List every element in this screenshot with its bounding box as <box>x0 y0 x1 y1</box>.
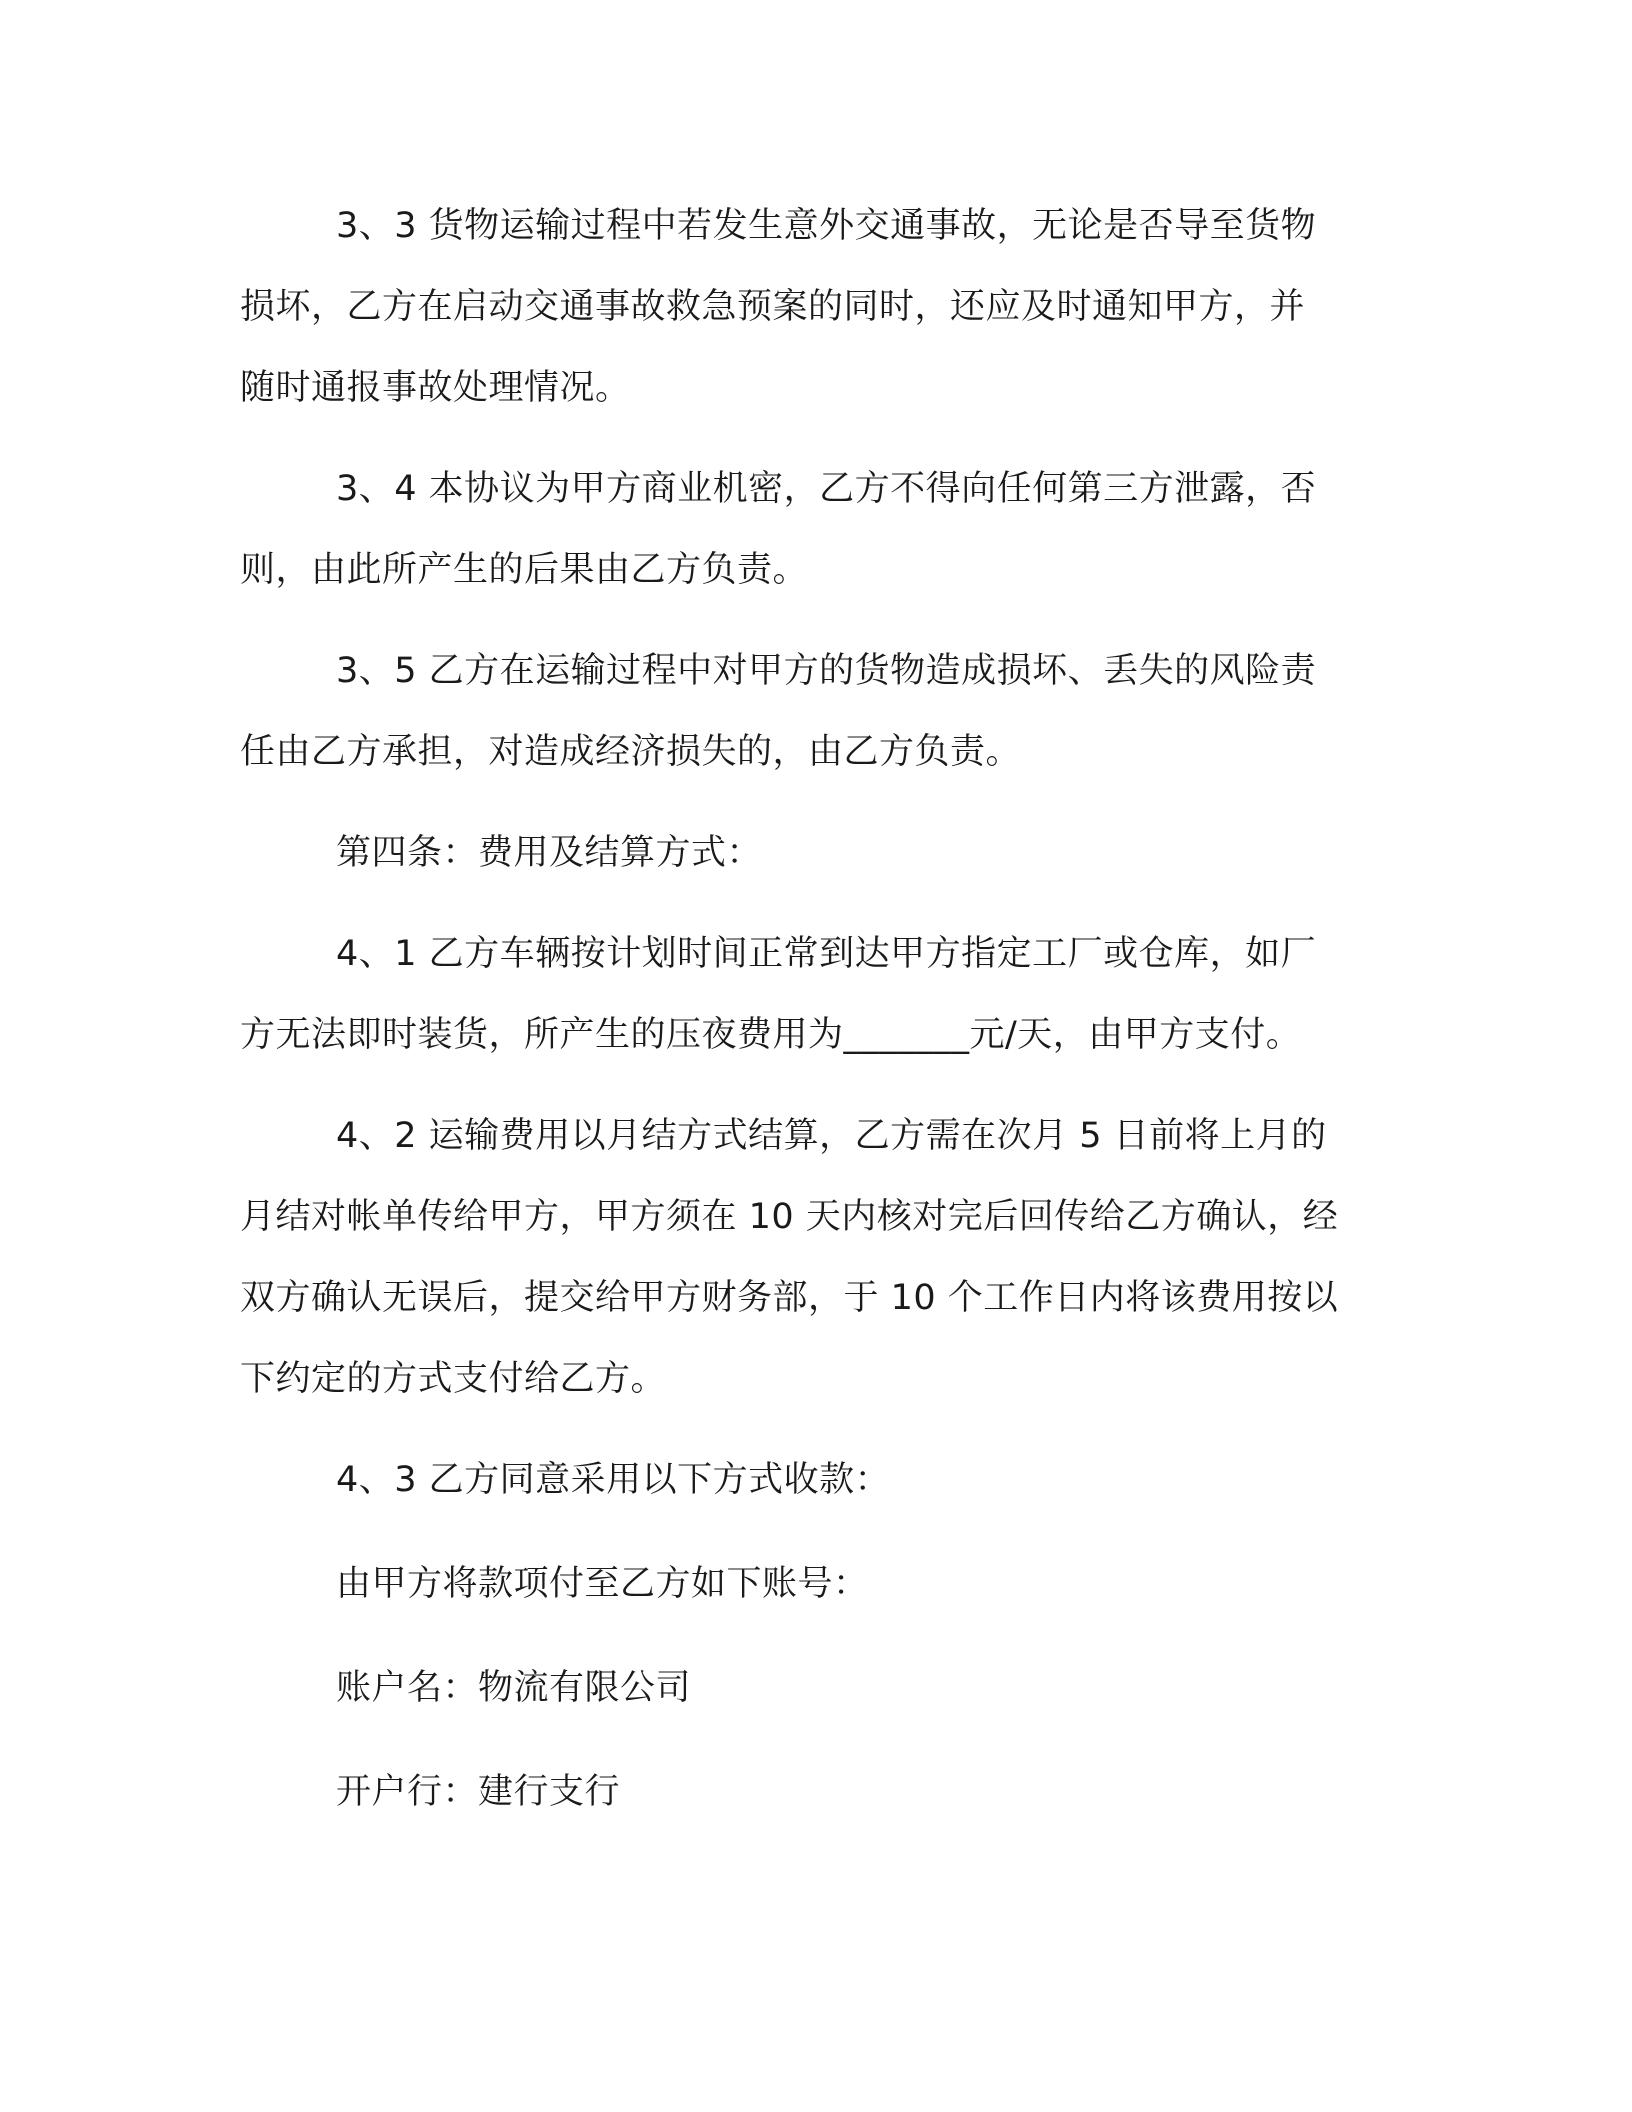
payment-instruction <box>240 1544 1400 1625</box>
clause-4-2-line-2: 月结对帐单传给甲方，甲方须在 10 天内核对完后回传给乙方确认，经 <box>240 1197 1339 1237</box>
clause-3-3-line-2: 损坏，乙方在启动交通事故救急预案的同时，还应及时通知甲方，并 <box>240 287 1306 327</box>
clause-3-5-line-2: 任由乙方承担，对造成经济损失的，由乙方负责。 <box>240 732 1022 772</box>
clause-4-2-line-3: 双方确认无误后，提交给甲方财务部，于 10 个工作日内将该费用按以 <box>240 1278 1339 1318</box>
clause-4-1 <box>240 914 1400 1076</box>
clause-4-2-line-4: 下约定的方式支付给乙方。 <box>240 1359 667 1399</box>
payment-instruction-text: 由甲方将款项付至乙方如下账号： <box>336 1564 869 1604</box>
clause-3-3-line-1: 3、3 货物运输过程中若发生意外交通事故，无论是否导至货物 <box>336 206 1317 246</box>
clause-3-3 <box>240 186 1400 429</box>
clause-3-4-line-2: 则，由此所产生的后果由乙方负责。 <box>240 550 809 590</box>
clause-3-5-line-1: 3、5 乙方在运输过程中对甲方的货物造成损坏、丢失的风险责 <box>336 651 1317 691</box>
article-4-heading <box>240 813 1400 894</box>
article-4-heading-text: 第四条：费用及结算方式： <box>336 833 763 873</box>
bank-branch <box>240 1752 1400 1833</box>
clause-3-3-line-3: 随时通报事故处理情况。 <box>240 368 631 408</box>
clause-4-1-line-1: 4、1 乙方车辆按计划时间正常到达甲方指定工厂或仓库，如厂 <box>336 934 1317 974</box>
clause-3-4 <box>240 449 1400 611</box>
clause-4-3-text: 4、3 乙方同意采用以下方式收款： <box>336 1460 891 1500</box>
account-name-text: 账户名：物流有限公司 <box>336 1668 692 1708</box>
bank-branch-text: 开户行：建行支行 <box>336 1772 621 1812</box>
clause-3-4-line-1: 3、4 本协议为甲方商业机密，乙方不得向任何第三方泄露，否 <box>336 469 1317 509</box>
document-body <box>240 186 1400 1833</box>
account-name <box>240 1648 1400 1729</box>
clause-3-5 <box>240 631 1400 793</box>
clause-4-3 <box>240 1440 1400 1521</box>
clause-4-2-line-1: 4、2 运输费用以月结方式结算，乙方需在次月 5 日前将上月的 <box>336 1116 1327 1156</box>
clause-4-2 <box>240 1096 1400 1420</box>
clause-4-1-line-2: 方无法即时装货，所产生的压夜费用为_______元/天，由甲方支付。 <box>240 1015 1302 1055</box>
